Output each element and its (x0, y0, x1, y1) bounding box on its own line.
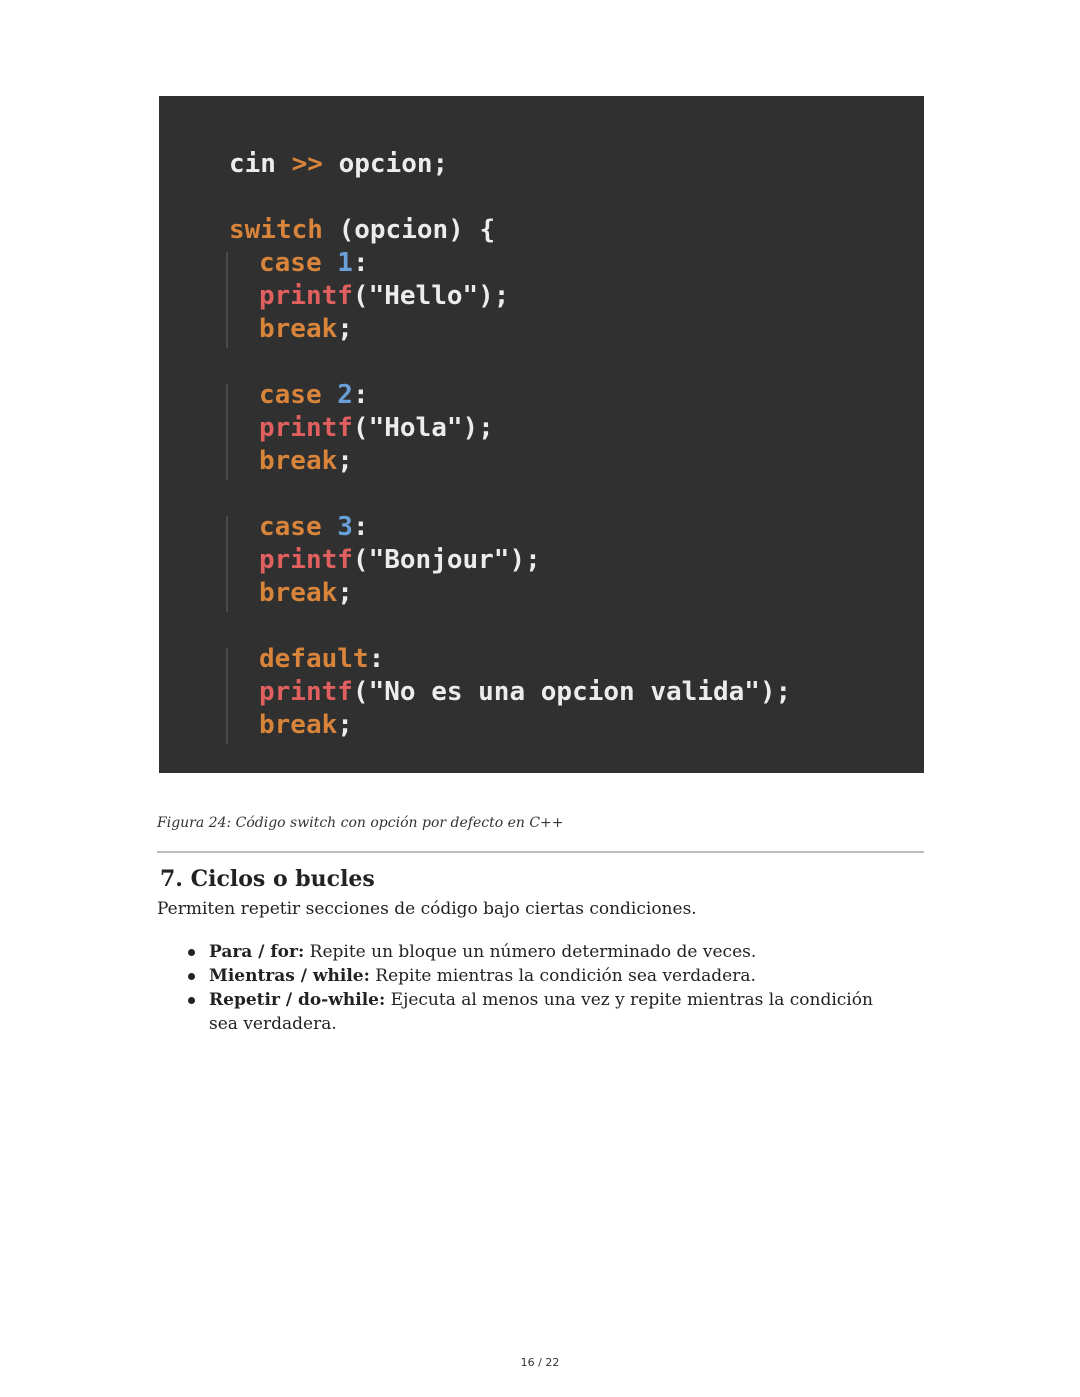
code-keyword: case (259, 248, 322, 278)
bullet-icon (188, 973, 195, 980)
code-keyword: case (259, 512, 322, 542)
code-space (322, 380, 338, 410)
code-line-printf-bonjour (229, 544, 924, 577)
code-operator: >> (291, 149, 323, 179)
loop-types-list (185, 940, 905, 1036)
list-item (185, 988, 905, 1036)
code-line-switch (229, 214, 924, 247)
code-token: opcion; (322, 149, 449, 179)
code-keyword: switch (229, 215, 323, 245)
code-line-printf-default (229, 676, 924, 709)
list-item-text: Repite mientras la condición sea verdadera. (369, 966, 756, 986)
indent-guide (226, 648, 228, 744)
list-item (185, 964, 905, 988)
section-divider (157, 851, 924, 853)
code-token: cin (229, 149, 292, 179)
indent-guide (226, 252, 228, 348)
code-token: ; (337, 710, 353, 740)
code-line-break3 (229, 577, 924, 610)
code-line-default (229, 643, 924, 676)
code-line-break4 (229, 709, 924, 742)
code-line-printf-hello (229, 280, 924, 313)
list-item-term: Mientras / while: (209, 966, 370, 986)
list-item-text: Ejecuta al menos una vez y repite mientras la condición sea verdadera. (209, 990, 873, 1034)
code-line-printf-hola (229, 412, 924, 445)
code-number: 1 (337, 248, 353, 278)
bullet-icon (188, 949, 195, 956)
code-token: : (352, 512, 369, 542)
code-line-break2 (229, 445, 924, 478)
code-blank (229, 181, 924, 214)
code-blank (229, 610, 924, 643)
code-token: ; (337, 578, 353, 608)
code-keyword: break (259, 578, 338, 608)
code-line-case2 (229, 379, 924, 412)
code-token: : (352, 248, 369, 278)
code-keyword: break (259, 446, 338, 476)
code-keyword: break (259, 314, 338, 344)
code-keyword: case (259, 380, 322, 410)
code-space (322, 248, 338, 278)
list-item (185, 940, 905, 964)
code-line-case1 (229, 247, 924, 280)
indent-guide (226, 516, 228, 612)
code-token: ; (337, 446, 353, 476)
code-string: ("Hello"); (352, 281, 510, 311)
list-item-text: Repite un bloque un número determinado de veces. (304, 942, 757, 962)
indent-guide (226, 384, 228, 480)
code-number: 3 (337, 512, 353, 542)
code-token: : (352, 380, 369, 410)
code-token: (opcion) { (322, 215, 496, 245)
page-number: 16 / 22 (520, 1356, 560, 1369)
code-function: printf (259, 677, 353, 707)
code-figure (159, 96, 924, 773)
code-keyword: break (259, 710, 338, 740)
code-line-cin (229, 148, 924, 181)
section-title: 7. Ciclos o bucles (160, 866, 375, 892)
code-blank (229, 346, 924, 379)
list-item-term: Para / for: (209, 942, 305, 962)
code-function: printf (259, 545, 353, 575)
code-function: printf (259, 281, 353, 311)
code-number: 2 (337, 380, 353, 410)
figure-caption: Figura 24: Código switch con opción por defecto en C++ (157, 815, 564, 831)
section-intro: Permiten repetir secciones de código bajo ciertas condiciones. (157, 899, 697, 919)
code-function: printf (259, 413, 353, 443)
code-line-break1 (229, 313, 924, 346)
bullet-icon (188, 997, 195, 1004)
code-keyword: default (259, 644, 369, 674)
code-token: ; (337, 314, 353, 344)
code-string: ("Hola"); (352, 413, 494, 443)
code-token: : (368, 644, 385, 674)
code-string: ("No es una opcion valida"); (352, 677, 792, 707)
code-string: ("Bonjour"); (352, 545, 541, 575)
code-space (322, 512, 338, 542)
code-blank (229, 478, 924, 511)
code-line-case3 (229, 511, 924, 544)
list-item-term: Repetir / do-while: (209, 990, 386, 1010)
